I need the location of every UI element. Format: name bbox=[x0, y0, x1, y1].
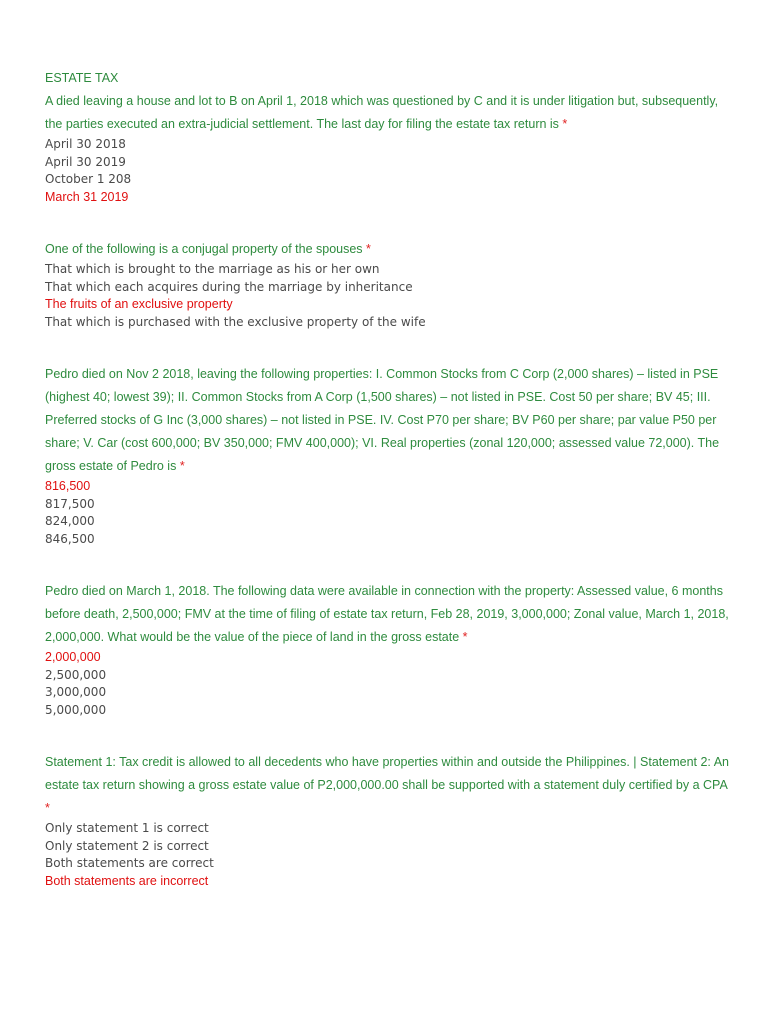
answer-option: 5,000,000 bbox=[45, 702, 107, 717]
question-text bbox=[45, 363, 735, 478]
question-block-3 bbox=[45, 363, 735, 548]
question-block-2 bbox=[45, 238, 735, 331]
answer-option-correct: The fruits of an exclusive property bbox=[45, 297, 233, 311]
answer-option-correct: March 31 2019 bbox=[45, 189, 129, 204]
answer-option: 824,000 bbox=[45, 514, 95, 528]
question-block-1 bbox=[45, 90, 735, 206]
question-text-body: Statement 1: Tax credit is allowed to all decedents who have properties within and outside the Philippines. | Statement 2: An estate tax return showing a gross estate value of P2,000,000.00 shall be supported with a statement duly certified by a CPA bbox=[45, 755, 729, 792]
question-text-body: A died leaving a house and lot to B on April 1, 2018 which was questioned by C and it is under litigation but, subsequently, the parties executed an extra-judicial settlement. The last day for filing the estate tax return is bbox=[45, 94, 719, 131]
question-text-body: Pedro died on March 1, 2018. The following data were available in connection with the property: Assessed value, 6 months before death, 2,500,000; FMV at the time of filing of estate tax return, Feb 28, 2019, 3,000,000; Zonal value, March 1, 2018, 2,000,000. What would be the value of the piece of land in the gross estate bbox=[45, 584, 729, 644]
answer-option: 817,500 bbox=[45, 496, 95, 511]
required-marker: * bbox=[462, 630, 468, 644]
required-marker: * bbox=[366, 242, 371, 256]
answer-option: October 1 208 bbox=[45, 172, 132, 186]
required-marker: * bbox=[562, 117, 568, 131]
answer-option: That which each acquires during the marriage by inheritance bbox=[45, 279, 413, 294]
document-title: ESTATE TAX bbox=[45, 71, 119, 85]
question-text bbox=[45, 580, 735, 649]
answer-option-correct: Both statements are incorrect bbox=[45, 873, 209, 888]
answer-option: That which is purchased with the exclusive property of the wife bbox=[45, 314, 426, 329]
answer-option: Both statements are correct bbox=[45, 856, 214, 870]
required-marker: * bbox=[45, 801, 50, 815]
question-text bbox=[45, 751, 735, 820]
answer-option: Only statement 2 is correct bbox=[45, 838, 209, 853]
question-block-5 bbox=[45, 751, 735, 890]
required-marker: * bbox=[179, 459, 185, 473]
question-text bbox=[45, 90, 735, 136]
question-text-body: Pedro died on Nov 2 2018, leaving the following properties: I. Common Stocks from C Corp (2,000 shares) – listed in PSE (highest 40; lowest 39); II. Common Stocks from A Corp (1,500 shares) – not listed in PSE. Cost 50 per share; BV 45; III. Preferred stocks of G Inc (3,000 shares) – not listed in PSE. IV. Cost P70 per share; BV P60 per share; par value P50 per share; V. Car (cost 600,000; BV 350,000; FMV 400,000); VI. Real properties (zonal 120,000; assessed value 72,000). The gross estate of Pedro is bbox=[45, 367, 720, 473]
document-page bbox=[45, 66, 735, 890]
answer-option: April 30 2019 bbox=[45, 154, 126, 169]
answer-option-correct: 2,000,000 bbox=[45, 650, 101, 664]
question-text-body: One of the following is a conjugal property of the spouses bbox=[45, 242, 363, 256]
answer-option-correct: 816,500 bbox=[45, 479, 91, 493]
question-text bbox=[45, 238, 735, 261]
answer-option: 3,000,000 bbox=[45, 685, 107, 699]
answer-option: 2,500,000 bbox=[45, 667, 107, 682]
answer-option: That which is brought to the marriage as his or her own bbox=[45, 262, 380, 276]
answer-option: April 30 2018 bbox=[45, 137, 126, 151]
answer-option: 846,500 bbox=[45, 531, 95, 546]
answer-option: Only statement 1 is correct bbox=[45, 821, 209, 835]
question-block-4 bbox=[45, 580, 735, 719]
